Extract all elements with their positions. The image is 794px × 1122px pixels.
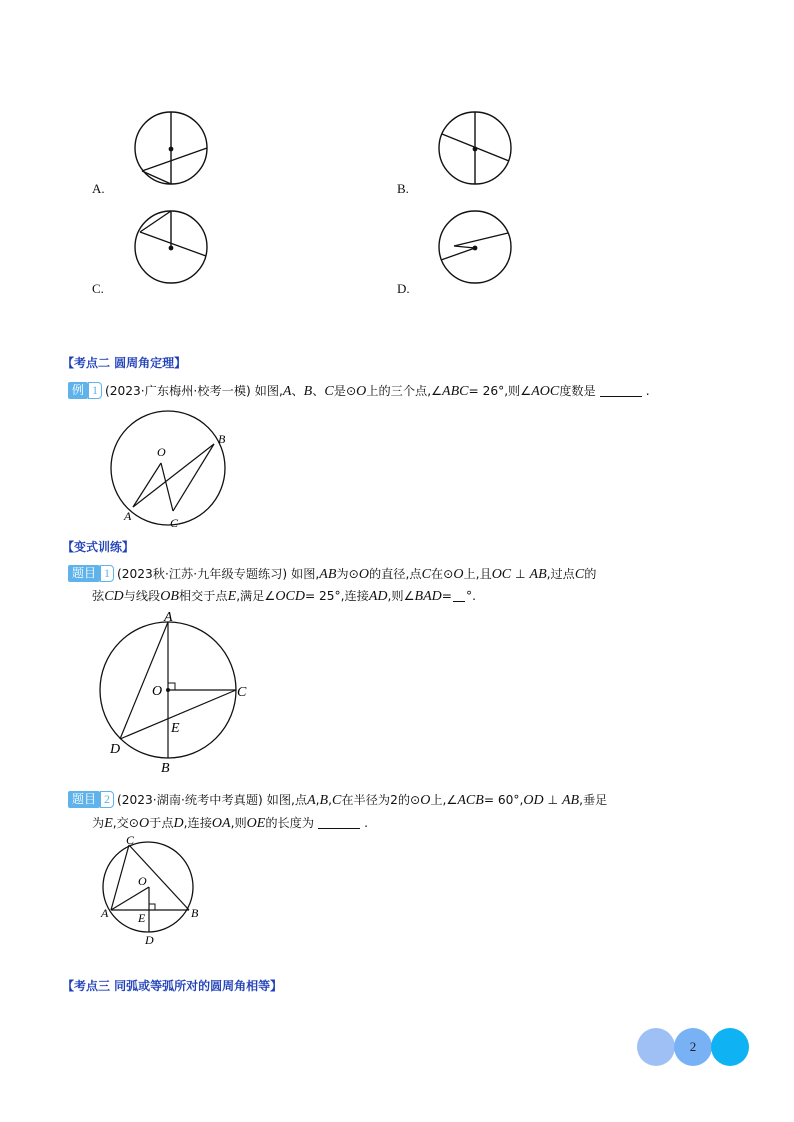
label-e: E	[171, 721, 180, 736]
label-a: A	[124, 509, 132, 523]
option-c-figure	[130, 208, 212, 290]
label-b: B	[161, 761, 170, 776]
question-tag: 题目	[68, 565, 100, 582]
label-c: C	[126, 833, 135, 847]
answer-blank[interactable]	[318, 816, 360, 829]
option-a-label[interactable]: A.	[92, 181, 105, 196]
page-decor-circle-1	[637, 1028, 675, 1066]
question-1-figure	[96, 607, 256, 779]
option-c-label[interactable]: C.	[92, 281, 104, 296]
label-a: A	[164, 610, 173, 625]
page-decor-circle-3	[711, 1028, 749, 1066]
label-c: C	[170, 516, 179, 530]
label-d: D	[145, 933, 154, 947]
label-o: O	[138, 874, 147, 888]
label-o: O	[152, 684, 163, 699]
option-a-figure	[130, 109, 212, 191]
example-1-text: 例 1 (2023·广东梅州·校考一模) 如图,A、B、C是⊙O上的三个点,∠ABC= 26°,则∠AOC度数是 .	[68, 380, 650, 403]
question-tag: 题目	[68, 791, 100, 808]
label-b: B	[191, 906, 199, 920]
question-number: 2	[100, 791, 114, 808]
question-2-figure	[96, 832, 216, 948]
option-d-label[interactable]: D.	[397, 281, 410, 296]
example-tag: 例	[68, 382, 88, 399]
label-a: A	[101, 906, 109, 920]
page-number: 2	[689, 1039, 697, 1054]
section-heading-variant-training: 【变式训练】	[62, 540, 135, 554]
example-1-figure	[100, 408, 240, 533]
answer-blank[interactable]	[600, 384, 642, 397]
example-number: 1	[88, 382, 102, 399]
label-e: E	[138, 911, 146, 925]
section-heading-kaodian-2: 【考点二 圆周角定理】	[62, 356, 187, 370]
label-d: D	[110, 742, 121, 757]
answer-blank[interactable]	[453, 589, 465, 602]
option-b-label[interactable]: B.	[397, 181, 409, 196]
question-1-line-1: 题目 1 (2023秋·江苏·九年级专题练习) 如图,AB为⊙O的直径,点C在⊙O上,且OC ⊥ AB,过点C的	[68, 563, 596, 586]
question-2-line-2: 为E,交⊙O于点D,连接OA,则OE的长度为 .	[92, 816, 368, 831]
question-2-line-1: 题目 2 (2023·湖南·统考中考真题) 如图,点A,B,C在半径为2的⊙O上,∠ACB= 60°,OD ⊥ AB,垂足	[68, 789, 607, 812]
label-b: B	[218, 432, 226, 446]
section-heading-kaodian-3: 【考点三 同弧或等弧所对的圆周角相等】	[62, 979, 283, 993]
question-number: 1	[100, 565, 114, 582]
option-b-figure	[434, 109, 516, 191]
label-o: O	[157, 445, 166, 459]
label-c: C	[237, 685, 247, 700]
option-d-figure	[434, 208, 516, 290]
question-1-line-2: 弦CD与线段OB相交于点E,满足∠OCD= 25°,连接AD,则∠BAD= °.	[92, 589, 476, 604]
